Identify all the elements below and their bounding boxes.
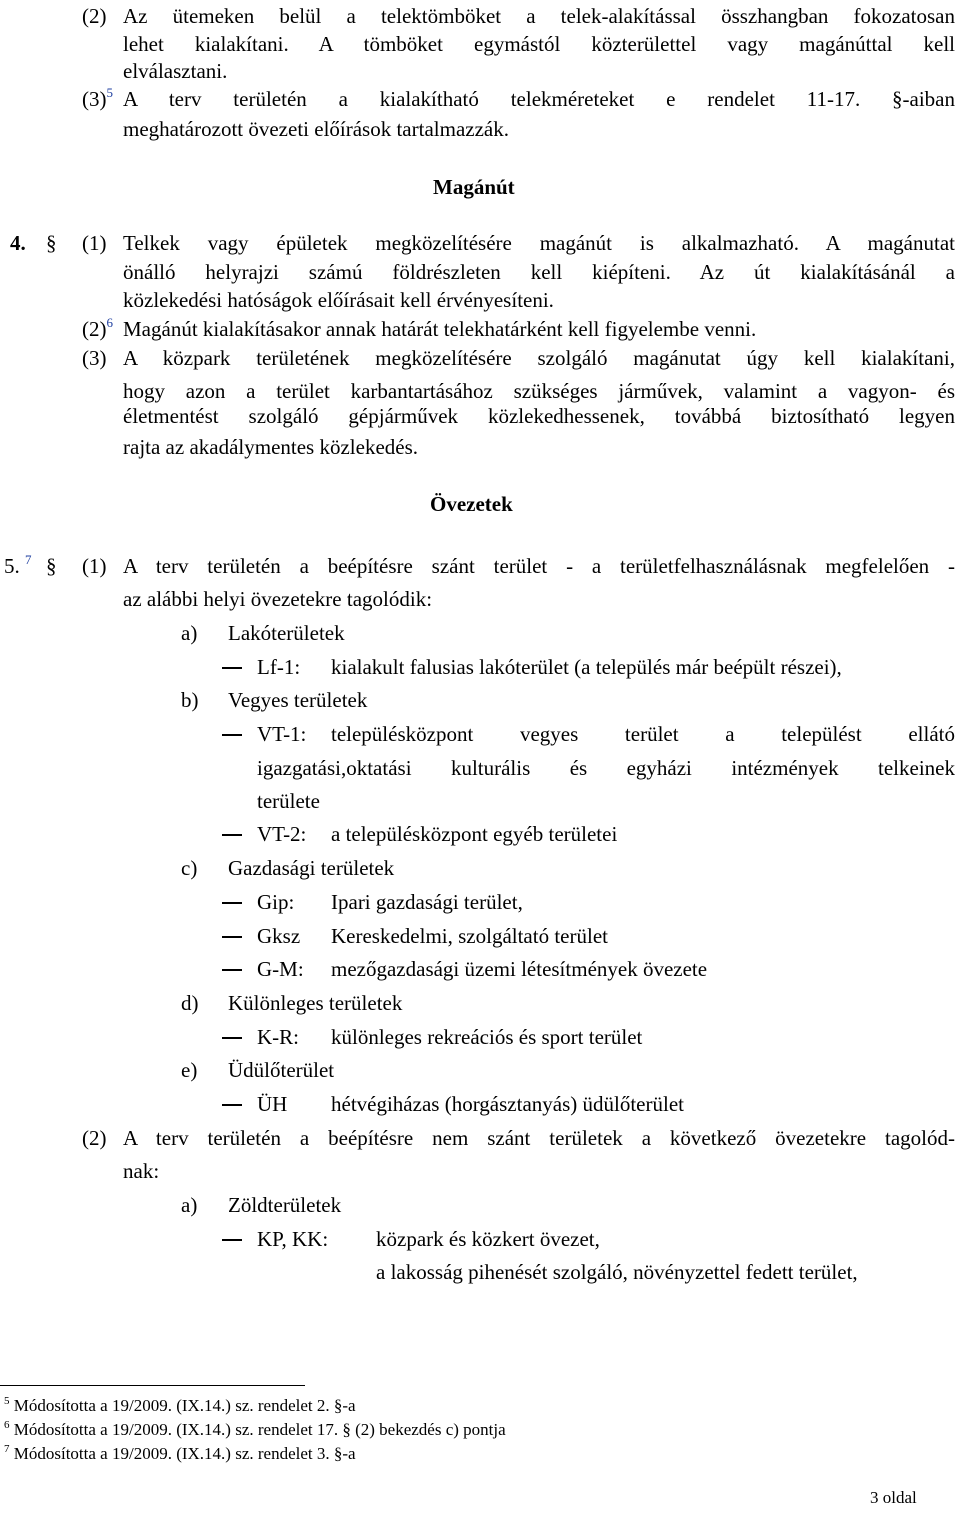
paragraph-text: rajta az akadálymentes közlekedés. [123,435,419,459]
paragraph-number: (1) [82,231,107,255]
zone-description: közpark és közkert övezet, [376,1227,600,1251]
zone-description: a településközpont egyéb területei [331,822,618,846]
footnote [4,1397,356,1414]
section-number: 4. [10,231,26,255]
footnote [4,1421,506,1438]
list-title: Lakóterületek [228,621,345,645]
paragraph-text: nak: [123,1159,160,1183]
list-label: b) [181,688,199,712]
zone-description: területe [257,789,320,813]
list-label: a) [181,621,198,645]
paragraph-text: lehet kialakítani. A tömböket egymástól közterülettel vagy magánúttal kell [123,32,955,56]
list-title: Üdülőterület [228,1058,335,1082]
footnote-ref[interactable]: 6 [106,315,113,330]
zone-description: igazgatási,oktatási kulturális és egyházi intézmények telkeinek [257,756,955,780]
section-sign: § [46,554,57,578]
zone-code: KP, KK: [257,1227,329,1251]
paragraph-number: (3) [82,346,107,370]
list-title: Gazdasági területek [228,856,395,880]
zone-description: hétvégiházas (horgásztanyás) üdülőterület [331,1092,684,1116]
paragraph-text: A terv területén a kialakítható telekméreteket e rendelet 11-17. §-aiban [123,87,955,111]
page-number: 3 oldal [870,1488,917,1507]
dash-bullet [222,667,242,669]
list-label: c) [181,856,198,880]
paragraph-text: Az ütemeken belül a telektömböket a telek-alakítással összhangban fokozatosan [123,4,955,28]
paragraph-text: önálló helyrajzi számú földrészleten kell kiépíteni. Az út kialakításánál a [123,260,955,284]
dash-bullet [222,1037,242,1039]
paragraph-number: (2) [82,4,107,28]
paragraph-text: elválasztani. [123,59,228,83]
zone-description: Ipari gazdasági terület, [331,890,523,914]
zone-description: különleges rekreációs és sport terület [331,1025,643,1049]
list-label: e) [181,1058,198,1082]
footnote-text: Módosította a 19/2009. (IX.14.) sz. rendelet 17. § (2) bekezdés c) pontja [13,1420,506,1439]
paragraph-text: életmentést szolgáló gépjárművek közlekedhessenek, továbbá biztosítható legyen [123,404,955,428]
paragraph-text: A terv területén a beépítésre nem szánt területek a következő övezetekre tagolód- [123,1126,955,1150]
footnote-number: 7 [4,1443,10,1455]
paragraph-text: az alábbi helyi övezetekre tagolódik: [123,587,433,611]
list-title: Vegyes területek [228,688,368,712]
footnote-number: 6 [4,1419,10,1431]
paragraph-text: közlekedési hatóságok előírásait kell érvényesíteni. [123,288,554,312]
list-title: Zöldterületek [228,1193,342,1217]
paragraph-text: A terv területén a beépítésre szánt terület - a területfelhasználásnak megfelelően - [123,554,955,578]
dash-bullet [222,734,242,736]
list-label: d) [181,991,199,1015]
list-label: a) [181,1193,198,1217]
zone-code: K-R: [257,1025,299,1049]
paragraph-text: A közpark területének megközelítésére szolgáló magánutat úgy kell kialakítani, [123,346,955,370]
footnote-text: Módosította a 19/2009. (IX.14.) sz. rendelet 2. §-a [13,1396,356,1415]
dash-bullet [222,1104,242,1106]
dash-bullet [222,969,242,971]
list-title: Különleges területek [228,991,403,1015]
footnote [4,1445,356,1462]
zone-code: ÜH [257,1092,288,1116]
zone-code: VT-1: [257,722,307,746]
zone-description: mezőgazdasági üzemi létesítmények övezete [331,957,708,981]
footnote-number: 5 [4,1395,10,1407]
paragraph-text: Magánút kialakításakor annak határát telekhatárként kell figyelembe venni. [123,317,757,341]
paragraph-text: hogy azon a terület karbantartásához szükséges járművek, valamint a vagyon- és [123,379,955,403]
section-sign: § [46,231,57,255]
zone-description: a lakosság pihenését szolgáló, növényzettel fedett terület, [376,1260,858,1284]
zone-description: településközpont vegyes terület a települést ellátó [331,722,955,746]
section-number: 5. $^7$ [4,552,32,578]
section-heading: Övezetek [430,492,513,516]
footnote-ref[interactable]: 7 [25,552,32,567]
paragraph-number: (1) [82,554,107,578]
paragraph-text: meghatározott övezeti előírások tartalmazzák. [123,117,509,141]
zone-code: Gip: [257,890,295,914]
footnote-text: Módosította a 19/2009. (IX.14.) sz. rendelet 3. §-a [13,1444,356,1463]
zone-code: VT-2: [257,822,307,846]
zone-description: Kereskedelmi, szolgáltató terület [331,924,608,948]
dash-bullet [222,936,242,938]
footnote-separator [0,1385,305,1386]
section-heading: Magánút [433,175,515,199]
paragraph-number: $(2)^6$ [82,315,113,341]
paragraph-text: Telkek vagy épületek megközelítésére magánút is alkalmazható. A magánutat [123,231,955,255]
zone-code: G-M: [257,957,304,981]
zone-code: Lf-1: [257,655,301,679]
paragraph-number: $(3)^5$ [82,85,113,111]
dash-bullet [222,902,242,904]
dash-bullet [222,1239,242,1241]
footnote-ref[interactable]: 5 [106,85,113,100]
dash-bullet [222,834,242,836]
paragraph-number: (2) [82,1126,107,1150]
zone-description: kialakult falusias lakóterület (a település már beépült részei), [331,655,842,679]
zone-code: Gksz [257,924,301,948]
